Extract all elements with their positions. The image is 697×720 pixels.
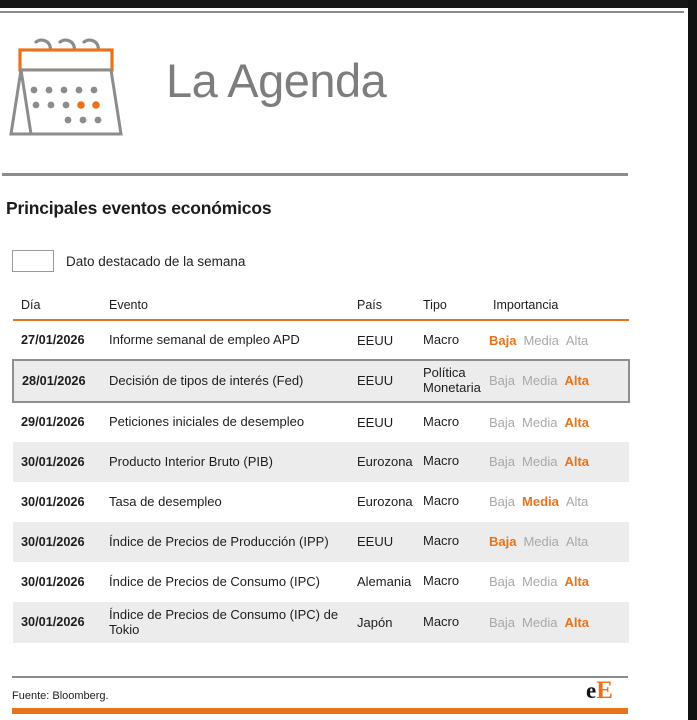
legend [12, 250, 245, 272]
importance-level-baja: Baja [489, 454, 516, 470]
elEconomista-logo [586, 678, 613, 703]
cell-importancia [483, 522, 629, 562]
table-row [13, 562, 629, 602]
cell-pais: EEUU [347, 402, 413, 442]
column-header-pais: País [347, 298, 413, 320]
page-right-edge [688, 0, 697, 720]
importance-level-alta: Alta [564, 574, 590, 590]
importance-scale [489, 373, 620, 388]
cell-evento: Producto Interior Bruto (PIB) [99, 442, 347, 482]
importance-level-baja: Baja [489, 373, 516, 389]
cell-tipo: Macro [413, 442, 483, 482]
section-title: Principales eventos económicos [6, 198, 272, 218]
cell-pais: EEUU [347, 522, 413, 562]
cell-dia: 30/01/2026 [13, 602, 99, 644]
importance-level-media: Media [523, 534, 559, 550]
column-header-importancia: Importancia [483, 298, 629, 320]
table-row [13, 320, 629, 360]
cell-tipo: Macro [413, 320, 483, 360]
cell-evento: Tasa de desempleo [99, 482, 347, 522]
browser-top-bar [0, 0, 697, 8]
calendar-icon [8, 22, 148, 144]
cell-pais: Eurozona [347, 482, 413, 522]
cell-dia: 30/01/2026 [13, 522, 99, 562]
cell-evento: Índice de Precios de Consumo (IPC) de Tokio [99, 602, 347, 644]
cell-importancia [483, 442, 629, 482]
table-row [13, 402, 629, 442]
importance-level-baja: Baja [489, 494, 516, 510]
cell-importancia [483, 360, 629, 402]
importance-level-baja: Baja [489, 332, 517, 348]
cell-evento: Índice de Precios de Producción (IPP) [99, 522, 347, 562]
importance-scale [489, 534, 621, 549]
cell-evento: Índice de Precios de Consumo (IPC) [99, 562, 347, 602]
importance-scale [489, 574, 621, 589]
cell-tipo: Macro [413, 562, 483, 602]
importance-scale [489, 415, 621, 430]
table-header-row [13, 298, 629, 320]
cell-importancia [483, 320, 629, 360]
cell-dia: 27/01/2026 [13, 320, 99, 360]
cell-tipo: Macro [413, 402, 483, 442]
cell-tipo: Macro [413, 602, 483, 644]
importance-level-alta: Alta [564, 614, 590, 630]
importance-level-media: Media [522, 574, 558, 590]
cell-dia: 30/01/2026 [13, 482, 99, 522]
table-row [13, 442, 629, 482]
cell-pais: Japón [347, 602, 413, 644]
cell-pais: Alemania [347, 562, 413, 602]
importance-level-alta: Alta [565, 332, 589, 348]
cell-dia: 29/01/2026 [13, 402, 99, 442]
importance-level-media: Media [523, 332, 559, 348]
highlight-box-icon [12, 250, 54, 272]
cell-pais: EEUU [347, 320, 413, 360]
cell-tipo: Política Monetaria [413, 360, 483, 402]
importance-level-media: Media [522, 373, 558, 389]
cell-tipo: Macro [413, 522, 483, 562]
table-row [13, 522, 629, 562]
importance-scale [489, 454, 621, 469]
column-header-tipo: Tipo [413, 298, 483, 320]
logo-e-upper: E [596, 677, 613, 704]
importance-level-alta: Alta [565, 534, 589, 550]
cell-importancia [483, 602, 629, 644]
importance-scale [489, 615, 621, 630]
importance-scale [489, 494, 621, 509]
events-table [12, 298, 630, 643]
importance-level-media: Media [522, 414, 558, 430]
importance-level-baja: Baja [489, 534, 517, 550]
cell-importancia [483, 402, 629, 442]
importance-level-alta: Alta [564, 414, 590, 430]
cell-importancia [483, 562, 629, 602]
cell-dia: 28/01/2026 [13, 360, 99, 402]
table-row [13, 482, 629, 522]
table-body [13, 320, 629, 643]
masthead [8, 22, 386, 144]
table-row [13, 360, 629, 402]
importance-level-alta: Alta [564, 454, 590, 470]
legend-label: Dato destacado de la semana [66, 253, 246, 269]
importance-scale [489, 333, 621, 348]
cell-evento: Decisión de tipos de interés (Fed) [99, 360, 347, 402]
cell-evento: Peticiones iniciales de desempleo [99, 402, 347, 442]
masthead-divider [2, 173, 628, 176]
importance-level-baja: Baja [489, 614, 516, 630]
logo-e-lower: e [586, 678, 597, 703]
cell-importancia [483, 482, 629, 522]
cell-evento: Informe semanal de empleo APD [99, 320, 347, 360]
footer-accent-bar [12, 708, 628, 714]
page-title: La Agenda [166, 53, 387, 107]
importance-level-media: Media [522, 454, 558, 470]
cell-tipo: Macro [413, 482, 483, 522]
importance-level-media: Media [522, 614, 558, 630]
events-table-wrap [12, 298, 628, 643]
importance-level-baja: Baja [489, 574, 516, 590]
footer-divider [12, 676, 628, 678]
importance-level-baja: Baja [489, 414, 516, 430]
importance-level-media: Media [522, 494, 559, 510]
cell-pais: Eurozona [347, 442, 413, 482]
cell-dia: 30/01/2026 [13, 562, 99, 602]
cell-dia: 30/01/2026 [13, 442, 99, 482]
column-header-dia: Día [13, 298, 99, 320]
importance-level-alta: Alta [565, 494, 589, 510]
table-header [13, 298, 629, 320]
cell-pais: EEUU [347, 360, 413, 402]
source-note: Fuente: Bloomberg. [12, 690, 109, 702]
column-header-evento: Evento [99, 298, 347, 320]
table-row [13, 602, 629, 644]
importance-level-alta: Alta [564, 373, 590, 389]
